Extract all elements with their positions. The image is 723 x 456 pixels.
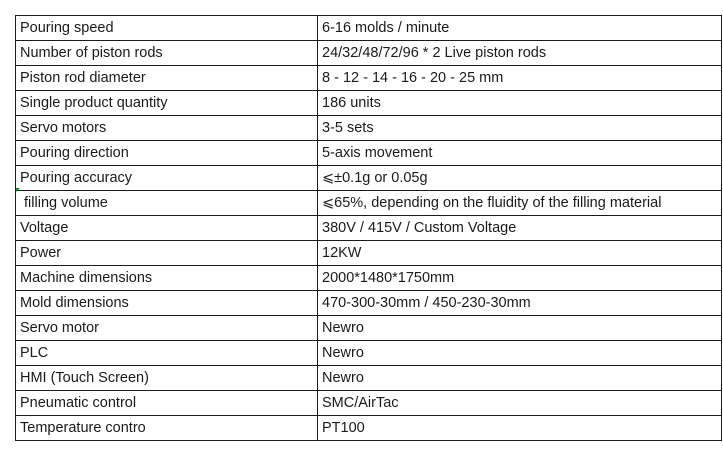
spec-value: Newro (318, 316, 722, 341)
spec-label: Mold dimensions (16, 291, 318, 316)
spec-label: Pouring accuracy (16, 166, 318, 191)
table-row (16, 166, 722, 191)
table-row (16, 391, 722, 416)
spec-value: ⩽±0.1g or 0.05g (318, 166, 722, 191)
table-row (16, 416, 722, 441)
spec-label: Pneumatic control (16, 391, 318, 416)
spec-label: Number of piston rods (16, 41, 318, 66)
table-row (16, 216, 722, 241)
spec-label: PLC (16, 341, 318, 366)
spec-label: filling volume (16, 191, 318, 216)
spec-label: HMI (Touch Screen) (16, 366, 318, 391)
spec-table (15, 15, 722, 441)
spec-label: Power (16, 241, 318, 266)
spec-value: 12KW (318, 241, 722, 266)
table-row (16, 16, 722, 41)
table-row (16, 41, 722, 66)
spec-value: 3-5 sets (318, 116, 722, 141)
table-row (16, 241, 722, 266)
table-row (16, 366, 722, 391)
spec-label: Pouring speed (16, 16, 318, 41)
spec-value: 8 - 12 - 14 - 16 - 20 - 25 mm (318, 66, 722, 91)
spec-value: 470-300-30mm / 450-230-30mm (318, 291, 722, 316)
table-row (16, 191, 722, 216)
spec-label: Piston rod diameter (16, 66, 318, 91)
spec-value: 380V / 415V / Custom Voltage (318, 216, 722, 241)
spec-value: PT100 (318, 416, 722, 441)
spec-label: Servo motors (16, 116, 318, 141)
table-row (16, 116, 722, 141)
table-row (16, 266, 722, 291)
spec-value: Newro (318, 341, 722, 366)
table-row (16, 66, 722, 91)
table-row (16, 141, 722, 166)
spec-value: 24/32/48/72/96 * 2 Live piston rods (318, 41, 722, 66)
spec-label: Single product quantity (16, 91, 318, 116)
spec-value: 6-16 molds / minute (318, 16, 722, 41)
spec-label: Voltage (16, 216, 318, 241)
table-row (16, 91, 722, 116)
spec-value: 5-axis movement (318, 141, 722, 166)
spec-value: ⩽65%, depending on the fluidity of the filling material (318, 191, 722, 216)
table-row (16, 341, 722, 366)
spec-value: 186 units (318, 91, 722, 116)
spec-label: Machine dimensions (16, 266, 318, 291)
spec-label: Servo motor (16, 316, 318, 341)
spec-value: SMC/AirTac (318, 391, 722, 416)
cell-marker (16, 188, 20, 192)
spec-label: Pouring direction (16, 141, 318, 166)
spec-value: 2000*1480*1750mm (318, 266, 722, 291)
table-row (16, 316, 722, 341)
spec-label: Temperature contro (16, 416, 318, 441)
table-row (16, 291, 722, 316)
spec-value: Newro (318, 366, 722, 391)
